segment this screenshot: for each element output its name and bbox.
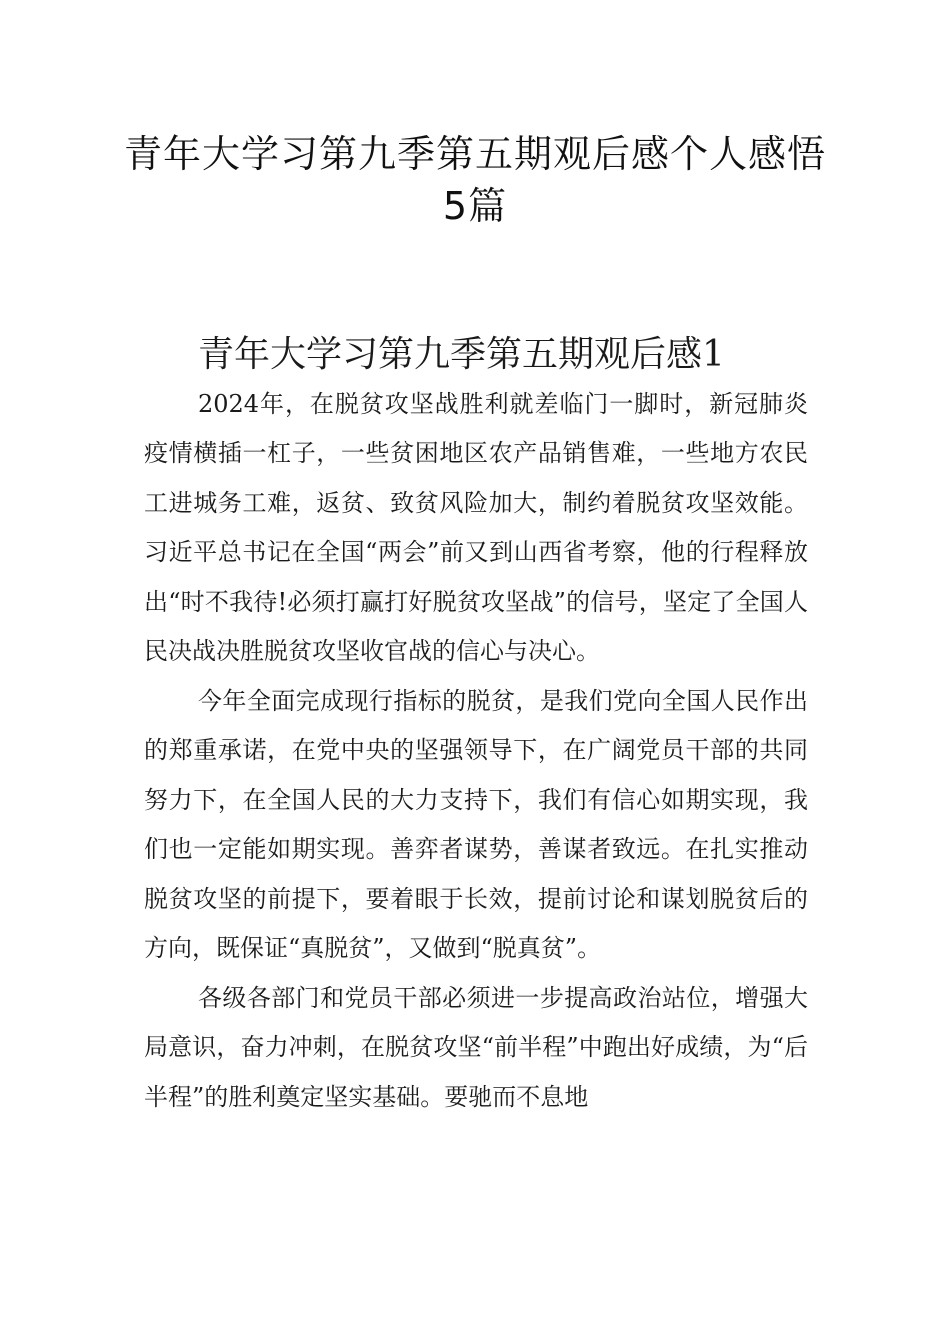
document-title: 青年大学习第九季第五期观后感个人感悟5篇 <box>123 132 826 228</box>
paragraph-1: 2024年，在脱贫攻坚战胜利就差临门一脚时，新冠肺炎疫情横插一杠子，一些贫困地区农产品销售难，一些地方农民工进城务工难，返贫、致贫风险加大，制约着脱贫攻坚效能。习近平总书记在全国“两会”前又到山西省考察，他的行程释放出“时不我待!必须打赢打好脱贫攻坚战”的信号，坚定了全国人民决战决胜脱贫攻坚收官战的信心与决心。 <box>144 389 808 665</box>
paragraph-3: 各级各部门和党员干部必须进一步提高政治站位，增强大局意识，奋力冲刺，在脱贫攻坚“前半程”中跑出好成绩，为“后半程”的胜利奠定坚实基础。要驰而不息地 <box>144 983 808 1111</box>
paragraph-2: 今年全面完成现行指标的脱贫，是我们党向全国人民作出的郑重承诺，在党中央的坚强领导下，在广阔党员干部的共同努力下，在全国人民的大力支持下，我们有信心如期实现，我们也一定能如期实现。善弈者谋势，善谋者致远。在扎实推动脱贫攻坚的前提下，要着眼于长效，提前讨论和谋划脱贫后的方向，既保证“真脱贫”，又做到“脱真贫”。 <box>144 686 808 962</box>
section-heading: 青年大学习第九季第五期观后感1 <box>198 334 725 375</box>
document-body <box>144 330 808 1122</box>
